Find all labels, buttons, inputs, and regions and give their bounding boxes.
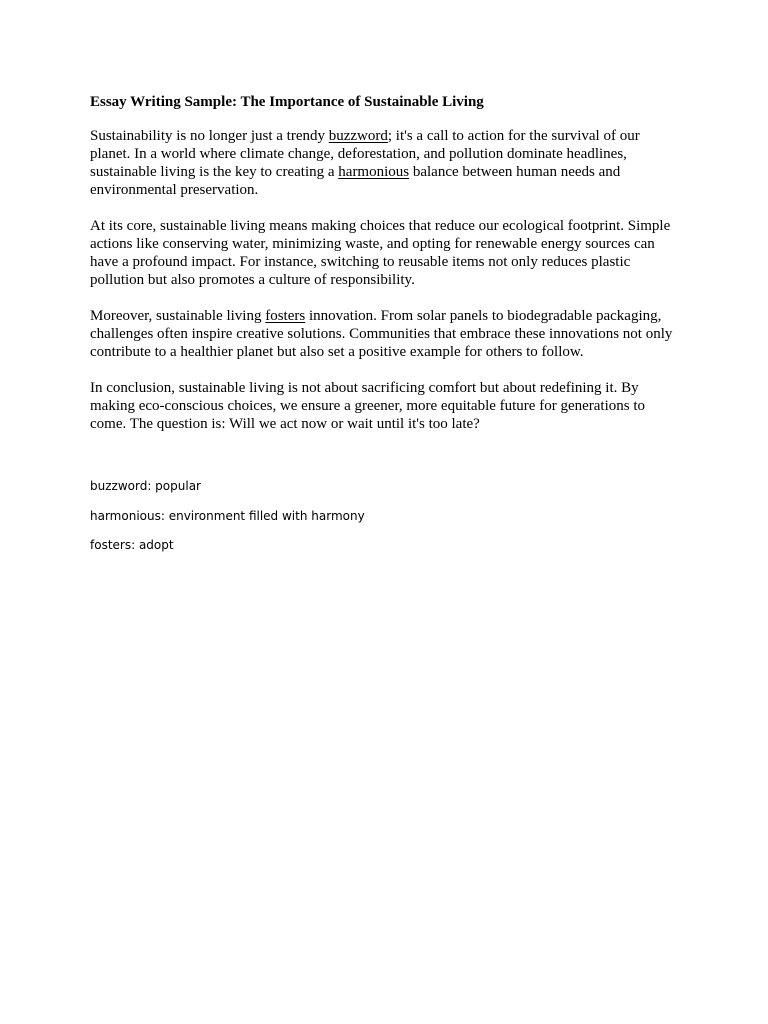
- paragraph-innovation: [90, 307, 678, 361]
- paragraph-innovation-text-start: Moreover, sustainable living: [90, 308, 266, 324]
- term-buzzword: buzzword: [328, 128, 388, 144]
- essay-body: [90, 127, 678, 433]
- glossary-entry-buzzword: buzzword: popular: [90, 479, 201, 493]
- paragraph-intro-text-end: balance between human needs and environmental preservation.: [90, 164, 621, 198]
- paragraph-intro-text-middle: ; it's a call to action for the survival of our planet. In a world where climate change, deforestation, and pollution dominate headlines, sustainable living is the key to creating a: [90, 128, 640, 180]
- term-harmonious: harmonious: [338, 164, 410, 180]
- paragraph-conclusion: In conclusion, sustainable living is not about sacrificing comfort but about redefining it. By making eco-conscious choices, we ensure a greener, more equitable future for generations to come. The question is: Will we act now or wait until it's too late?: [90, 380, 646, 432]
- essay-title: Essay Writing Sample: The Importance of Sustainable Living: [90, 94, 484, 110]
- glossary-entry-harmonious: harmonious: environment filled with harmony: [90, 508, 365, 523]
- paragraph-core: At its core, sustainable living means making choices that reduce our ecological footprint. Simple actions like conserving water, minimizing waste, and opting for renewable energy sources can have a profound impact. For instance, switching to reusable items not only reduces plastic pollution but also promotes a culture of responsibility.: [90, 218, 671, 288]
- glossary-entry-fosters: fosters: adopt: [90, 538, 174, 552]
- paragraph-intro-text-start: Sustainability is no longer just a trendy: [90, 128, 329, 144]
- paragraph-innovation-text-end: innovation. From solar panels to biodegradable packaging, challenges often inspire creative solutions. Communities that embrace these innovations not only contribute to a healthier planet but also set a positive example for others to follow.: [90, 308, 673, 360]
- glossary: [90, 478, 678, 553]
- paragraph-intro: [90, 127, 678, 199]
- term-fosters: fosters: [265, 308, 306, 324]
